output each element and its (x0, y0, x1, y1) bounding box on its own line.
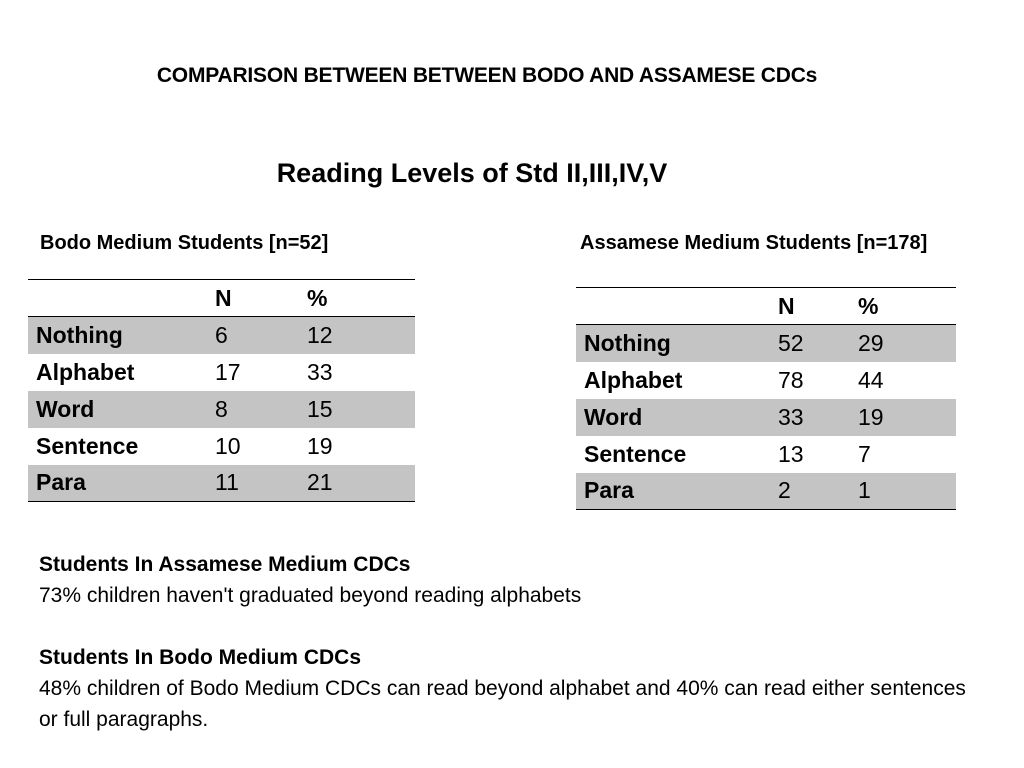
table-row (28, 465, 415, 502)
table-row (576, 362, 956, 399)
bodo-reading-table (28, 279, 415, 502)
row-percent: 21 (307, 469, 333, 496)
row-level: Nothing (36, 321, 123, 348)
table-row (28, 391, 415, 428)
row-level: Alphabet (36, 358, 135, 385)
bodo-note-heading: Students In Bodo Medium CDCs (39, 646, 361, 669)
row-n: 33 (778, 403, 804, 430)
row-n: 10 (215, 432, 241, 459)
row-level: Word (584, 403, 643, 430)
page-title: COMPARISON BETWEEN BETWEEN BODO AND ASSAMESE CDCs (156, 64, 818, 87)
row-percent: 19 (858, 403, 884, 430)
row-percent: 15 (307, 395, 333, 422)
table-row (28, 317, 415, 354)
table-row (576, 436, 956, 473)
row-n: 78 (778, 366, 804, 393)
row-percent: 33 (307, 358, 333, 385)
row-percent: 19 (307, 432, 333, 459)
bodo-table-caption: Bodo Medium Students [n=52] (40, 232, 329, 254)
assamese-table-caption: Assamese Medium Students [n=178] (580, 232, 928, 254)
row-percent: 12 (307, 321, 333, 348)
header-n: N (215, 284, 232, 311)
row-n: 52 (778, 329, 804, 356)
header-level (576, 288, 778, 325)
note-spacer (39, 611, 979, 642)
table-row (576, 473, 956, 510)
row-level: Nothing (584, 329, 671, 356)
header-percent: % (307, 284, 328, 311)
bodo-note-text: 48% children of Bodo Medium CDCs can read beyond alphabet and 40% can read either sentences or full paragraphs. (39, 677, 966, 731)
header-level (28, 280, 215, 317)
row-n: 17 (215, 358, 241, 385)
table-header-row (576, 288, 956, 325)
header-percent: % (858, 292, 879, 319)
row-level: Sentence (36, 432, 139, 459)
assamese-reading-table (576, 287, 956, 510)
assamese-note-text: 73% children haven't graduated beyond reading alphabets (39, 584, 582, 607)
row-level: Alphabet (584, 366, 683, 393)
row-percent: 1 (858, 477, 871, 504)
row-n: 6 (215, 321, 228, 348)
table-row (576, 325, 956, 362)
page-subtitle: Reading Levels of Std II,III,IV,V (276, 158, 668, 188)
row-n: 11 (215, 469, 239, 496)
header-n: N (778, 292, 795, 319)
table-header-row (28, 280, 415, 317)
table-row (28, 428, 415, 465)
summary-notes (39, 549, 979, 735)
row-level: Word (36, 395, 95, 422)
row-percent: 44 (858, 366, 884, 393)
row-n: 2 (778, 477, 791, 504)
assamese-note-heading: Students In Assamese Medium CDCs (39, 553, 411, 576)
row-level: Para (36, 469, 86, 496)
row-n: 13 (778, 440, 804, 467)
row-level: Para (584, 477, 634, 504)
row-level: Sentence (584, 440, 687, 467)
table-row (28, 354, 415, 391)
row-percent: 29 (858, 329, 884, 356)
row-n: 8 (215, 395, 228, 422)
table-row (576, 399, 956, 436)
row-percent: 7 (858, 440, 871, 467)
